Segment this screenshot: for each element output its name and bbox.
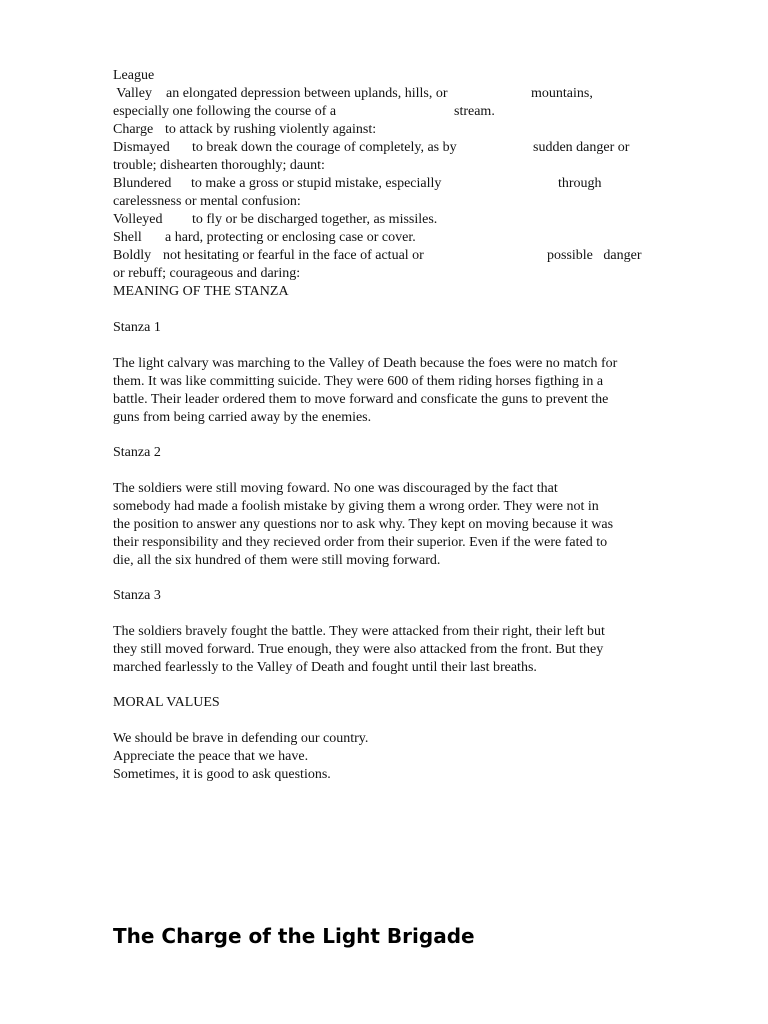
glossary-line-boldly-2 [113,265,673,283]
stanza-3-paragraph [113,623,661,677]
term-blundered: Blundered [113,176,172,191]
definition-charge: to attack by rushing violently against: [165,122,377,137]
term-valley: Valley [113,86,153,101]
stanza-2-paragraph [113,480,661,570]
glossary-line-shell [113,229,673,247]
glossary-line-league [113,67,673,85]
moral-value-item: Sometimes, it is good to ask questions. [113,767,331,782]
paragraph-line: The soldiers were still moving foward. No one was discouraged by the fact that [113,481,558,496]
paragraph-line: guns from being carried away by the enemies. [113,410,372,425]
document-title: The Charge of the Light Brigade [113,924,475,948]
paragraph-line: marched fearlessly to the Valley of Death and fought until their last breaths. [113,660,537,675]
glossary-line-charge [113,121,673,139]
paragraph-line: them. It was like committing suicide. They were 600 of them riding horses figthing in a [113,374,604,389]
definition-blundered-cont: through [558,176,602,191]
definition-volleyed: to fly or be discharged together, as missiles. [192,212,438,227]
definition-dismayed: to break down the courage of completely, as by [192,140,457,155]
term-league: League [113,68,155,83]
glossary-line-dismayed [113,139,673,157]
paragraph-line: die, all the six hundred of them were still moving forward. [113,553,441,568]
glossary-line-blundered-2 [113,193,673,211]
moral-value-item: We should be brave in defending our country. [113,731,369,746]
term-dismayed: Dismayed [113,140,170,155]
stanza-1-heading: Stanza 1 [113,320,161,335]
paragraph-line: The soldiers bravely fought the battle. They were attacked from their right, their left but [113,624,605,639]
glossary-line-valley [113,85,673,103]
paragraph-line: they still moved forward. True enough, they were also attacked from the front. But they [113,642,604,657]
paragraph-line: somebody had made a foolish mistake by giving them a wrong order. They were not in [113,499,599,514]
stanza-3-heading: Stanza 3 [113,588,161,603]
paragraph-line: the position to answer any questions nor to ask why. They kept on moving because it was [113,517,614,532]
definition-blundered: to make a gross or stupid mistake, especially [191,176,442,191]
moral-values-list [113,730,661,784]
term-shell: Shell [113,230,142,245]
definition-blundered-line2: carelessness or mental confusion: [113,194,301,209]
definition-boldly-cont: possible danger [547,248,642,263]
glossary-line-volleyed [113,211,673,229]
glossary-line-blundered [113,175,673,193]
definition-boldly-line2: or rebuff; courageous and daring: [113,266,301,281]
meaning-heading: MEANING OF THE STANZA [113,284,289,299]
definition-dismayed-cont: sudden danger or [533,140,630,155]
glossary-line-boldly [113,247,673,265]
term-charge: Charge [113,122,154,137]
definition-boldly: not hesitating or fearful in the face of actual or [163,248,424,263]
definition-valley-cont: mountains, [531,86,593,101]
paragraph-line: The light calvary was marching to the Valley of Death because the foes were no match for [113,356,618,371]
glossary-line-valley-2 [113,103,673,121]
stanza-2-heading: Stanza 2 [113,445,161,460]
stanza-1-paragraph [113,355,661,427]
definition-valley: an elongated depression between uplands, hills, or [166,86,448,101]
definition-shell: a hard, protecting or enclosing case or cover. [165,230,416,245]
term-volleyed: Volleyed [113,212,163,227]
definition-valley-line2: especially one following the course of a [113,104,337,119]
definition-valley-end: stream. [454,104,495,119]
paragraph-line: their responsibility and they recieved order from their superior. Even if the were fated to [113,535,608,550]
glossary-line-dismayed-2 [113,157,673,175]
glossary [113,67,673,283]
definition-dismayed-line2: trouble; dishearten thoroughly; daunt: [113,158,325,173]
moral-value-item: Appreciate the peace that we have. [113,749,309,764]
moral-values-heading: MORAL VALUES [113,695,220,710]
term-boldly: Boldly [113,248,152,263]
paragraph-line: battle. Their leader ordered them to move forward and consficate the guns to prevent the [113,392,609,407]
